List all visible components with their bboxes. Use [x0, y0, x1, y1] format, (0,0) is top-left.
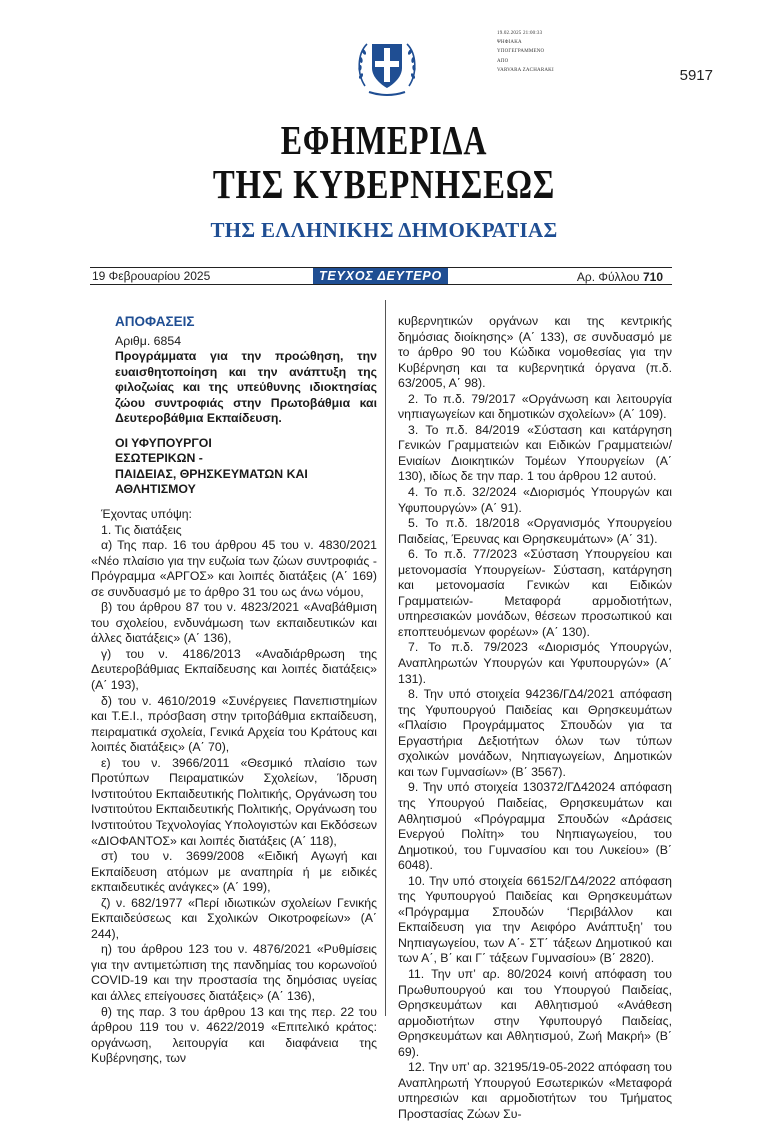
paragraph: 8. Την υπό στοιχεία 94236/ΓΔ4/2021 απόφαση της Υφυπουργού Παιδείας και Θρησκευμάτων «Πλαίσιο Προγράμματος Σπουδών για τα Εργαστήρια Δεξιοτήτων όλων των τύπων σχολικών μονάδων, Νηπιαγωγείων, Δημοτικών και των Γυμνασίων» (Β΄ 3567). [398, 687, 672, 779]
issue-number [577, 270, 663, 284]
paragraph: 5. Το π.δ. 18/2018 «Οργανισμός Υπουργείου Παιδείας, Έρευνας και Θρησκευμάτων» (Α΄ 31). [398, 516, 672, 546]
paragraph: 7. Το π.δ. 79/2023 «Διορισμός Υπουργών, Αναπληρωτών Υπουργών και Υφυπουργών» (Α΄ 131). [398, 640, 672, 686]
section-heading: ΑΠΟΦΑΣΕΙΣ [115, 314, 195, 329]
signature-line: VARVARA ZACHARAKI [497, 67, 554, 73]
page-number: 5917 [679, 67, 713, 84]
decision-title: Προγράμματα για την προώθηση, την ευαισθητοποίηση και την ανάπτυξη της φιλοζωίας και της υπεύθυνης ιδιοκτησίας ζώου συντροφιάς στην Πρωτοβάθμια και Δευτεροβάθμια Εκπαίδευση. [115, 349, 377, 426]
paragraph: θ) της παρ. 3 του άρθρου 13 και της περ. 22 του άρθρου 119 του ν. 4622/2019 «Επιτελικό κράτος: οργάνωση, λειτουργία και διαφάνεια της Κυβέρνησης, των [91, 1004, 377, 1066]
paragraph: ε) του ν. 3966/2011 «Θεσμικό πλαίσιο των Προτύπων Πειραματικών Σχολείων, Ίδρυση Ινστιτούτου Εκπαιδευτικής Πολιτικής, Οργάνωση του Ινστιτούτου Εκπαιδευτικής Πολιτικής, Οργάνωση του Ινστιτούτου Τεχνολογίας Υπολογιστών και Εκδόσεων «ΔΙΟΦΑΝΤΟΣ» και λοιπές διατάξεις (Α΄ 118), [91, 755, 377, 848]
issue-date: 19 Φεβρουαρίου 2025 [92, 269, 211, 283]
ministers-line: ΕΣΩΤΕΡΙΚΩΝ - [115, 451, 203, 466]
signature-line: 19.02.2025 21:00:33 [497, 31, 543, 36]
paragraph: 11. Την υπ’ αρ. 80/2024 κοινή απόφαση του Πρωθυπουργού και του Υπουργού Παιδείας, Θρησκευμάτων και Αθλητισμού «Ανάθεση αρμοδιοτήτων στην Υφυπουργό Παιδείας, Θρησκευμάτων και Αθλητισμού, Ζωή Μακρή» (Β΄ 69). [398, 966, 672, 1059]
paragraph: Έχοντας υπόψη: [101, 507, 192, 522]
digital-signature-stamp [497, 29, 554, 75]
issue-series-badge: ΤΕΥΧΟΣ ΔΕΥΤΕΡΟ [313, 268, 448, 284]
paragraph: 12. Την υπ’ αρ. 32195/19-05-2022 απόφαση του Αναπληρωτή Υπουργού Εσωτερικών «Μεταφορά υπηρεσιών και αρμοδιοτήτων του Τμήματος Προστασίας Ζώων Συ- [398, 1060, 672, 1121]
paragraph: β) του άρθρου 87 του ν. 4823/2021 «Αναβάθμιση του σχολείου, ενδυνάμωση των εκπαιδευτικών και άλλες διατάξεις» (Α΄ 136), [91, 600, 377, 646]
issue-number-label: Αρ. Φύλλου [576, 270, 640, 284]
decision-number: Αριθμ. 6854 [115, 333, 182, 348]
paragraph: 2. Το π.δ. 79/2017 «Οργάνωση και λειτουργία νηπιαγωγείων και δημοτικών σχολείων» (Α΄ 109). [398, 391, 672, 422]
signature-line: ΥΠΟΓΕΓΡΑΜΜΕΝΟ [497, 49, 545, 55]
header-rule-bottom [90, 284, 672, 285]
ministers-line: ΠΑΙΔΕΙΑΣ, ΘΡΗΣΚΕΥΜΑΤΩΝ ΚΑΙ ΑΘΛΗΤΙΣΜΟΥ [115, 466, 308, 497]
signature-line: ΑΠΟ [497, 58, 509, 64]
paragraph: 10. Την υπό στοιχεία 66152/ΓΔ4/2022 απόφαση της Υφυπουργού Παιδείας και Θρησκευμάτων «Πρόγραμμα Σπουδών ‘Περιβάλλον και Εκπαίδευση για την Αειφόρο Ανάπτυξη’ του Νηπιαγωγείου, των Α΄- ΣΤ΄ τάξεων Δημοτικού και των Α΄, Β΄ και Γ΄ τάξεων Γυμνασίου» (Β΄ 2820). [398, 873, 672, 966]
coat-of-arms-emblem [355, 34, 419, 98]
paragraph: δ) του ν. 4610/2019 «Συνέργειες Πανεπιστημίων και Τ.Ε.Ι., πρόσβαση στην τριτοβάθμια εκπαίδευση, πειραματικά σχολεία, Γενικά Αρχεία του Κράτους και λοιπές διατάξεις» (Α΄ 70), [91, 693, 377, 755]
paragraph: γ) του ν. 4186/2013 «Αναδιάρθρωση της Δευτεροβάθμιας Εκπαίδευσης και λοιπές διατάξεις» (Α΄ 193), [91, 646, 377, 693]
paragraph: 9. Την υπό στοιχεία 130372/ΓΔ42024 απόφαση της Υπουργού Παιδείας, Θρησκευμάτων και Αθλητισμού «Πρόγραμμα Σπουδών «Δράσεις Ενεργού Πολίτη» του Νηπιαγωγείου, του Δημοτικού, του Γυμνασίου και του Λυκείου» (Β΄ 6048). [398, 780, 672, 873]
gazette-title-line1: ΕΦΗΜΕΡΙΔΑ [280, 117, 488, 163]
paragraph: 3. Το π.δ. 84/2019 «Σύσταση και κατάργηση Γενικών Γραμματειών και Ειδικών Γραμματειών/Ενιαίων Διοικητικών Τομέων Υπουργείων (Α΄ 130), ιδίως δε την παρ. 1 του άρθρου 12 αυτού. [398, 422, 672, 484]
paragraph: η) του άρθρου 123 του ν. 4876/2021 «Ρυθμίσεις για την αντιμετώπιση της πανδημίας του κορωνοϊού COVID-19 και την προστασία της δημόσιας υγείας και άλλες επείγουσες διατάξεις» (Α΄ 136), [91, 942, 377, 1003]
paragraph: στ) του ν. 3699/2008 «Ειδική Αγωγή και Εκπαίδευση ατόμων με αναπηρία ή με ειδικές εκπαιδευτικές ανάγκες» (Α΄ 199), [91, 849, 377, 895]
paragraph: 1. Τις διατάξεις [101, 522, 182, 537]
paragraph: 6. Το π.δ. 77/2023 «Σύσταση Υπουργείου και μετονομασία Υπουργείων- Σύσταση, κατάργηση και μετονομασία Γενικών και Ειδικών Γραμματειών- Μεταφορά αρμοδιοτήτων, υπηρεσιακών μονάδων, θέσεων προσωπικού και εποπτευόμενων φορέων» (Α΄ 130). [398, 547, 672, 639]
ministers-line: ΟΙ ΥΦΥΠΟΥΡΓΟΙ [115, 435, 212, 450]
paragraph: κυβερνητικών οργάνων και της κεντρικής δημόσιας διοίκησης» (Α΄ 133), σε συνδυασμό με το άρθρο 90 του Κώδικα νομοθεσίας για την Κυβέρνηση και τα κυβερνητικά όργανα (π.δ. 63/2005, Α΄ 98). [398, 314, 672, 391]
signature-line: ΨΗΦΙΑΚΑ [497, 40, 522, 46]
gazette-subtitle: ΤΗΣ ΕΛΛΗΝΙΚΗΣ ΔΗΜΟΚΡΑΤΙΑΣ [210, 218, 558, 242]
left-column [91, 314, 377, 1067]
right-column [398, 314, 672, 1122]
paragraph: 4. Το π.δ. 32/2024 «Διορισμός Υπουργών και Υφυπουργών» (Α΄ 91). [398, 485, 672, 515]
issue-number-value: 710 [642, 270, 663, 284]
column-divider [385, 300, 386, 1016]
paragraph: α) Της παρ. 16 του άρθρου 45 του ν. 4830/2021 «Νέο πλαίσιο για την ευζωία των ζώων συντροφιάς - Πρόγραμμα «ΑΡΓΟΣ» και λοιπές διατάξεις (Α΄ 169) σε συνδυασμό με το άρθρο 31 του ως άνω νόμου, [91, 538, 377, 599]
paragraph: ζ) ν. 682/1977 «Περί ιδιωτικών σχολείων Γενικής Εκπαιδεύσεως και Σχολικών Οικοτροφείων» (Α΄ 244), [91, 895, 377, 941]
gazette-title-line2: ΤΗΣ ΚΥΒΕΡΝΗΣΕΩΣ [212, 161, 556, 207]
